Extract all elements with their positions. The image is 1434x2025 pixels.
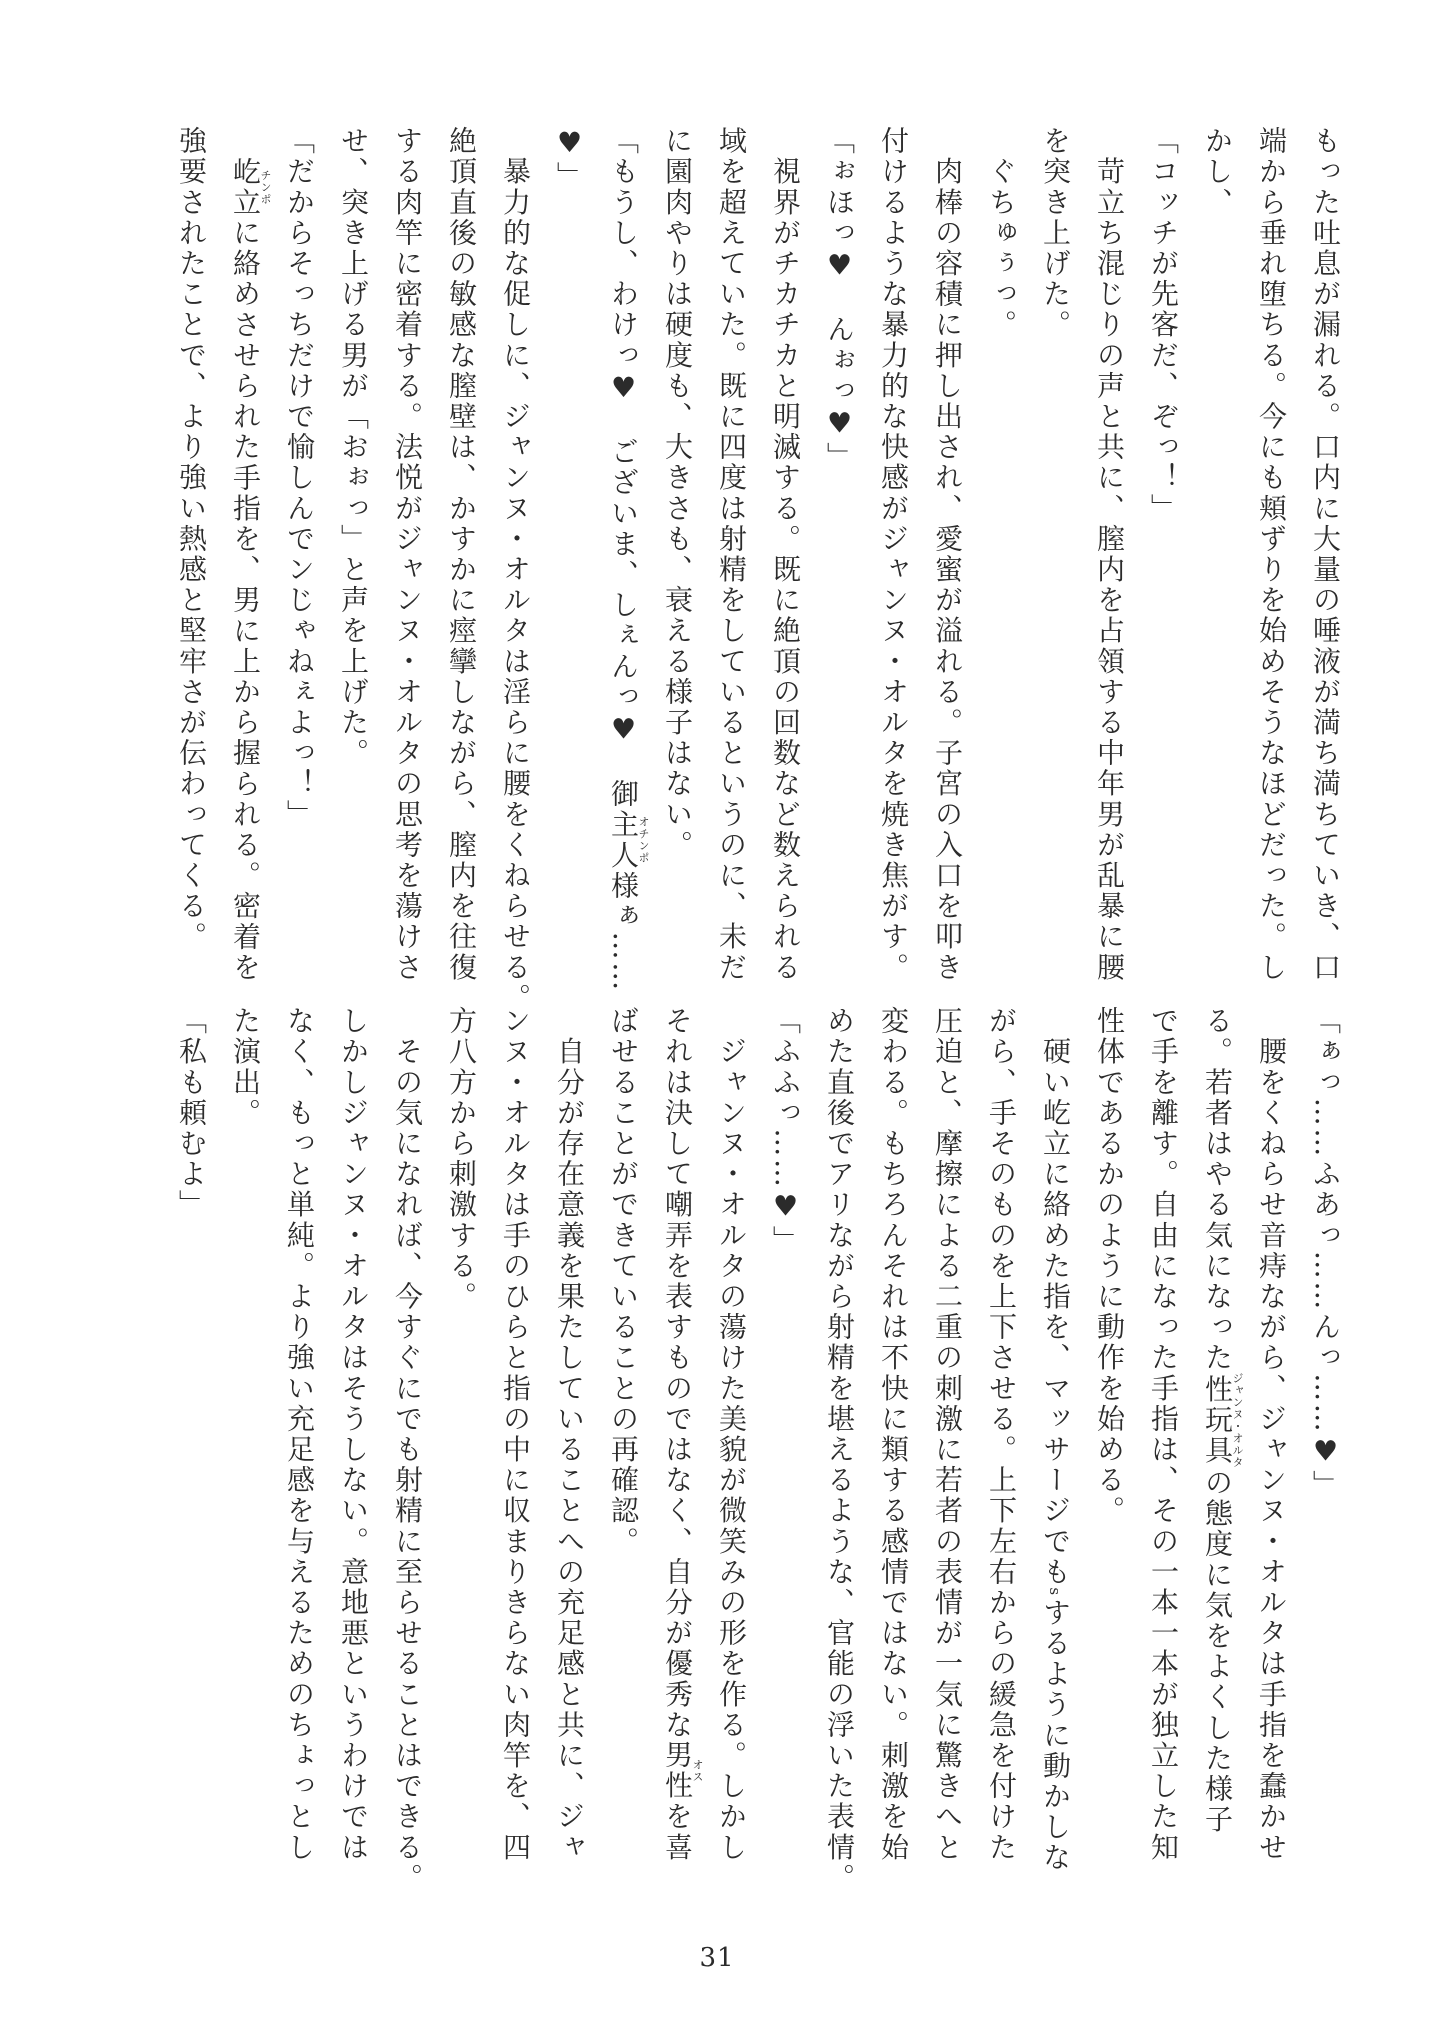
text-column: 端から垂れ堕ちる。今にも頬ずりを始めそうなほどだった。し [1255,126,1288,983]
text-column: 肉棒の容積に押し出され、愛蜜が溢れる。子宮の入口を叩き [931,126,964,983]
text-column: 「私も頼むよ」 [175,1006,208,1221]
furigana-annotated-text: 男性オス [661,1740,704,1802]
text-column: 屹立チンポに絡めさせられた手指を、男に上から握られる。密着を [229,156,272,983]
text-column: しかしジャンヌ・オルタはそうしない。意地悪というわけでは [337,1006,370,1863]
text-column: ばせることができていることの再確認。 [607,1006,640,1557]
text-column: 腰をくねらせ音痔ながら、ジャンヌ・オルタは手指を蠢かせ [1255,1006,1288,1863]
text-column: 「ふふっ……♥」 [769,1006,802,1256]
text-column: 硬い屹立に絡めた指を、マッサージでもsするように動かしな [1039,1006,1072,1874]
text-column: 性体であるかのように動作を始める。 [1093,1006,1126,1527]
text-column: 「もうし、わけっ♥ ございま、しぇんっ♥ 御主人様オチンポぁ…… [607,126,650,993]
text-column: それは決して嘲弄を表すものではなく、自分が優秀な男性オスを喜 [661,1006,704,1863]
top-text-block [164,126,1352,1014]
text-column: に園肉やりは硬度も、大きさも、衰える様子はない。 [661,126,694,861]
page-number: 31 [699,1943,735,1973]
text-column: なく、もっと単純。より強い充足感を与えるためのちょっとし [283,1006,316,1863]
text-column: 絶頂直後の敏感な膣壁は、かすかに痙攣しながら、膣内を往復 [445,126,478,983]
text-column: かし、 [1201,126,1234,218]
text-column: 「ぁっ……ふあっ……んっ……♥」 [1309,1006,1342,1501]
text-column: 視界がチカチカと明滅する。既に絶頂の回数など数えられる [769,126,802,983]
text-column: もった吐息が漏れる。口内に大量の唾液が満ち満ちていき、口 [1309,126,1342,983]
text-column: せ、突き上げる男が「おぉっ」と声を上げた。 [337,126,370,769]
furigana-annotated-text: 御主人様オチンポ [607,778,650,902]
text-column: ンヌ・オルタは手のひらと指の中に収まりきらない肉竿を、四 [499,1006,532,1863]
small-inline-char: s [1046,1587,1064,1598]
text-column: めた直後でアリながら射精を堪えるような、官能の浮いた表情。 [823,1006,856,1894]
text-column: た演出。 [229,1006,262,1129]
text-column: る。若者はやる気になった性玩具ジャンヌ・オルタの態度に気をよくした様子 [1201,1006,1244,1836]
text-column: ぐちゅぅっ。 [985,126,1018,341]
text-column: がら、手そのものを上下させる。上下左右からの緩急を付けた [985,1006,1018,1863]
text-column: 域を超えていた。既に四度は射精をしているというのに、未だ [715,126,748,983]
text-column: 自分が存在意義を果たしていることへの充足感と共に、ジャ [553,1006,586,1863]
text-column: を突き上げた。 [1039,126,1072,341]
text-column: その気になれば、今すぐにでも射精に至らせることはできる。 [391,1006,424,1894]
text-column: する肉竿に密着する。法悦がジャンヌ・オルタの思考を蕩けさ [391,126,424,983]
text-column: 「コッチが先客だ、ぞっ！」 [1147,126,1180,524]
text-column: 方八方から刺激する。 [445,1006,478,1312]
text-column: 圧迫と、摩擦による二重の刺激に若者の表情が一気に驚きへと [931,1006,964,1863]
furigana-annotated-text: 性玩具ジャンヌ・オルタ [1201,1372,1244,1469]
text-column: ジャンヌ・オルタの蕩けた美貌が微笑みの形を作る。しかし [715,1006,748,1863]
text-column: 強要されたことで、より強い熱感と堅牢さが伝わってくる。 [175,126,208,953]
bottom-text-block [164,1006,1352,1894]
text-column: 「だからそっちだけで愉しんでンじゃねぇよっ！」 [283,126,316,830]
text-column: ♥」 [553,126,586,193]
furigana-annotated-text: 屹立チンポ [229,156,272,218]
text-column: 暴力的な促しに、ジャンヌ・オルタは淫らに腰をくねらせる。 [499,126,532,1014]
text-column: で手を離す。自由になった手指は、その一本一本が独立した知 [1147,1006,1180,1863]
text-column: 「ぉほっ♥ んぉっ♥」 [823,126,856,473]
text-column: 苛立ち混じりの声と共に、膣内を占領する中年男が乱暴に腰 [1093,126,1126,983]
text-column: 付けるような暴力的な快感がジャンヌ・オルタを焼き焦がす。 [877,126,910,983]
text-column: 変わる。もちろんそれは不快に類する感情ではない。刺激を始 [877,1006,910,1863]
